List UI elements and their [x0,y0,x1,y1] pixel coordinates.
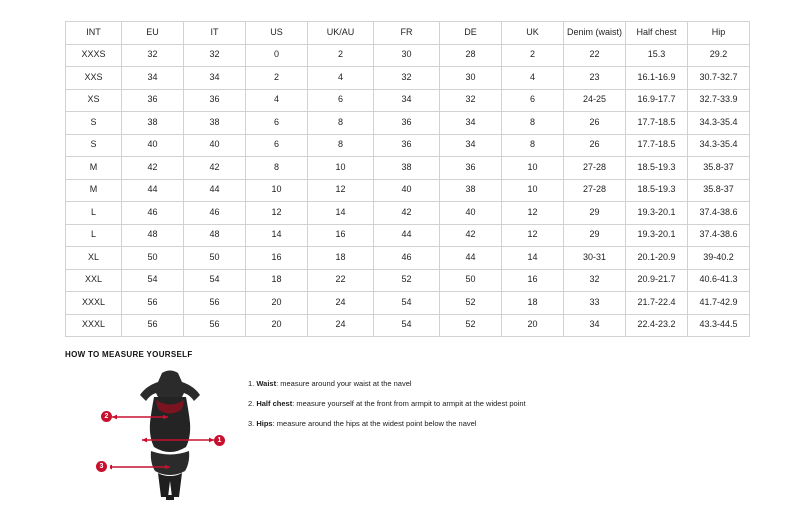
cell-half-chest: 16.1-16.9 [626,67,688,90]
cell-hip: 37.4-38.6 [688,224,750,247]
cell-int: XXXS [66,44,122,67]
cell-fr: 32 [374,67,440,90]
cell-de: 42 [440,224,502,247]
cell-it: 34 [184,67,246,90]
cell-half-chest: 19.3-20.1 [626,224,688,247]
cell-int: XXXL [66,314,122,337]
table-row [66,67,750,90]
table-row [66,179,750,202]
column-header-uk: UK [502,22,564,45]
measure-instruction-waist-term: Waist [256,379,277,388]
cell-eu: 56 [122,314,184,337]
cell-fr: 44 [374,224,440,247]
column-header-half-chest: Half chest [626,22,688,45]
cell-uk-au: 6 [308,89,374,112]
cell-denim-waist: 34 [564,314,626,337]
cell-us: 20 [246,292,308,315]
cell-uk: 18 [502,292,564,315]
cell-denim-waist: 30-31 [564,247,626,270]
column-header-int: INT [66,22,122,45]
measure-instruction-half-chest-text: : measure yourself at the front from armpit to armpit at the widest point [292,399,526,408]
table-row [66,44,750,67]
table-row [66,89,750,112]
measure-instruction-hips-text: : measure around the hips at the widest point below the navel [272,419,477,428]
cell-us: 18 [246,269,308,292]
cell-us: 12 [246,202,308,225]
column-header-denim-waist: Denim (waist) [564,22,626,45]
measure-instruction-half-chest-number: 2. [248,399,257,408]
cell-half-chest: 17.7-18.5 [626,112,688,135]
cell-it: 50 [184,247,246,270]
measure-instruction-half-chest-term: Half chest [256,399,293,408]
measure-instruction-waist-number: 1. [248,379,257,388]
cell-uk: 10 [502,179,564,202]
cell-uk: 12 [502,202,564,225]
cell-denim-waist: 33 [564,292,626,315]
cell-eu: 46 [122,202,184,225]
mannequin-figure-icon [110,367,230,502]
cell-fr: 40 [374,179,440,202]
cell-de: 30 [440,67,502,90]
cell-int: XXXL [66,292,122,315]
cell-de: 44 [440,247,502,270]
cell-it: 36 [184,89,246,112]
mannequin-legs [158,473,182,497]
cell-uk: 16 [502,269,564,292]
cell-us: 14 [246,224,308,247]
cell-denim-waist: 27-28 [564,157,626,180]
column-header-eu: EU [122,22,184,45]
cell-fr: 36 [374,134,440,157]
cell-de: 34 [440,134,502,157]
table-row [66,292,750,315]
cell-it: 56 [184,314,246,337]
cell-hip: 43.3-44.5 [688,314,750,337]
cell-eu: 34 [122,67,184,90]
cell-int: XS [66,89,122,112]
cell-hip: 32.7-33.9 [688,89,750,112]
cell-uk-au: 8 [308,112,374,135]
how-to-measure-title: HOW TO MEASURE YOURSELF [65,350,193,359]
column-header-uk-au: UK/AU [308,22,374,45]
cell-eu: 50 [122,247,184,270]
cell-it: 48 [184,224,246,247]
cell-int: S [66,134,122,157]
cell-hip: 34.3-35.4 [688,134,750,157]
cell-us: 6 [246,112,308,135]
cell-uk: 12 [502,224,564,247]
table-row [66,314,750,337]
cell-us: 4 [246,89,308,112]
cell-hip: 39-40.2 [688,247,750,270]
cell-hip: 40.6-41.3 [688,269,750,292]
table-header [66,22,750,45]
cell-eu: 40 [122,134,184,157]
table-row [66,202,750,225]
column-header-de: DE [440,22,502,45]
cell-half-chest: 15.3 [626,44,688,67]
cell-uk-au: 18 [308,247,374,270]
table-header-row [66,22,750,45]
cell-de: 38 [440,179,502,202]
cell-uk: 20 [502,314,564,337]
cell-int: L [66,224,122,247]
cell-us: 0 [246,44,308,67]
cell-it: 40 [184,134,246,157]
cell-int: XXL [66,269,122,292]
cell-uk-au: 4 [308,67,374,90]
cell-denim-waist: 27-28 [564,179,626,202]
measure-instruction-waist-text: : measure around your waist at the navel [276,379,412,388]
cell-denim-waist: 26 [564,134,626,157]
cell-half-chest: 20.9-21.7 [626,269,688,292]
cell-int: L [66,202,122,225]
cell-uk-au: 12 [308,179,374,202]
cell-de: 52 [440,292,502,315]
cell-hip: 41.7-42.9 [688,292,750,315]
cell-uk: 10 [502,157,564,180]
cell-fr: 30 [374,44,440,67]
cell-int: XXS [66,67,122,90]
cell-hip: 37.4-38.6 [688,202,750,225]
cell-hip: 35.8-37 [688,157,750,180]
how-to-measure-section [65,350,765,497]
cell-eu: 38 [122,112,184,135]
measure-instruction-waist [248,379,526,388]
badge-waist-1: 1 [214,435,225,446]
cell-int: M [66,179,122,202]
mannequin-stand [166,495,174,500]
cell-it: 54 [184,269,246,292]
column-header-hip: Hip [688,22,750,45]
cell-denim-waist: 26 [564,112,626,135]
cell-uk-au: 24 [308,314,374,337]
cell-us: 2 [246,67,308,90]
cell-us: 10 [246,179,308,202]
cell-denim-waist: 32 [564,269,626,292]
cell-fr: 42 [374,202,440,225]
cell-int: M [66,157,122,180]
cell-fr: 46 [374,247,440,270]
cell-us: 16 [246,247,308,270]
badge-half-chest-2: 2 [101,411,112,422]
cell-half-chest: 17.7-18.5 [626,134,688,157]
table-row [66,247,750,270]
cell-int: XL [66,247,122,270]
table-row [66,112,750,135]
cell-uk: 6 [502,89,564,112]
measure-instructions-list [248,367,526,439]
cell-eu: 54 [122,269,184,292]
cell-uk-au: 10 [308,157,374,180]
cell-de: 50 [440,269,502,292]
measure-instruction-hips-term: Hips [256,419,273,428]
cell-it: 56 [184,292,246,315]
cell-denim-waist: 29 [564,202,626,225]
cell-half-chest: 22.4-23.2 [626,314,688,337]
cell-fr: 34 [374,89,440,112]
cell-us: 8 [246,157,308,180]
cell-eu: 56 [122,292,184,315]
cell-it: 44 [184,179,246,202]
table-row [66,269,750,292]
table-row [66,224,750,247]
cell-denim-waist: 23 [564,67,626,90]
size-chart-container [65,21,738,337]
cell-half-chest: 21.7-22.4 [626,292,688,315]
badge-hips-3: 3 [96,461,107,472]
cell-hip: 34.3-35.4 [688,112,750,135]
cell-uk: 8 [502,112,564,135]
cell-int: S [66,112,122,135]
cell-eu: 42 [122,157,184,180]
cell-half-chest: 19.3-20.1 [626,202,688,225]
mannequin-illustration [99,367,230,497]
cell-uk-au: 14 [308,202,374,225]
cell-denim-waist: 22 [564,44,626,67]
cell-de: 28 [440,44,502,67]
cell-uk-au: 22 [308,269,374,292]
cell-it: 46 [184,202,246,225]
cell-eu: 48 [122,224,184,247]
cell-half-chest: 18.5-19.3 [626,157,688,180]
cell-half-chest: 20.1-20.9 [626,247,688,270]
cell-it: 32 [184,44,246,67]
cell-de: 40 [440,202,502,225]
cell-uk: 2 [502,44,564,67]
cell-fr: 36 [374,112,440,135]
table-row [66,134,750,157]
cell-eu: 32 [122,44,184,67]
measure-instruction-hips [248,419,526,428]
cell-fr: 54 [374,314,440,337]
column-header-us: US [246,22,308,45]
cell-uk: 14 [502,247,564,270]
measure-instruction-hips-number: 3. [248,419,257,428]
mannequin-hips [151,451,189,475]
size-chart-table [65,21,750,337]
cell-us: 6 [246,134,308,157]
cell-hip: 35.8-37 [688,179,750,202]
cell-de: 52 [440,314,502,337]
mannequin-shoulders [140,371,200,402]
cell-hip: 30.7-32.7 [688,67,750,90]
cell-uk-au: 8 [308,134,374,157]
table-body [66,44,750,337]
cell-denim-waist: 29 [564,224,626,247]
cell-de: 36 [440,157,502,180]
cell-us: 20 [246,314,308,337]
how-to-measure-body [65,367,765,497]
cell-hip: 29.2 [688,44,750,67]
measure-instruction-half-chest [248,399,526,408]
column-header-fr: FR [374,22,440,45]
cell-fr: 38 [374,157,440,180]
cell-uk-au: 2 [308,44,374,67]
cell-denim-waist: 24-25 [564,89,626,112]
table-row [66,157,750,180]
cell-fr: 54 [374,292,440,315]
cell-eu: 44 [122,179,184,202]
cell-uk: 4 [502,67,564,90]
cell-eu: 36 [122,89,184,112]
cell-half-chest: 18.5-19.3 [626,179,688,202]
cell-uk: 8 [502,134,564,157]
cell-half-chest: 16.9-17.7 [626,89,688,112]
cell-uk-au: 16 [308,224,374,247]
cell-uk-au: 24 [308,292,374,315]
cell-it: 38 [184,112,246,135]
column-header-it: IT [184,22,246,45]
cell-fr: 52 [374,269,440,292]
cell-de: 32 [440,89,502,112]
cell-it: 42 [184,157,246,180]
cell-de: 34 [440,112,502,135]
